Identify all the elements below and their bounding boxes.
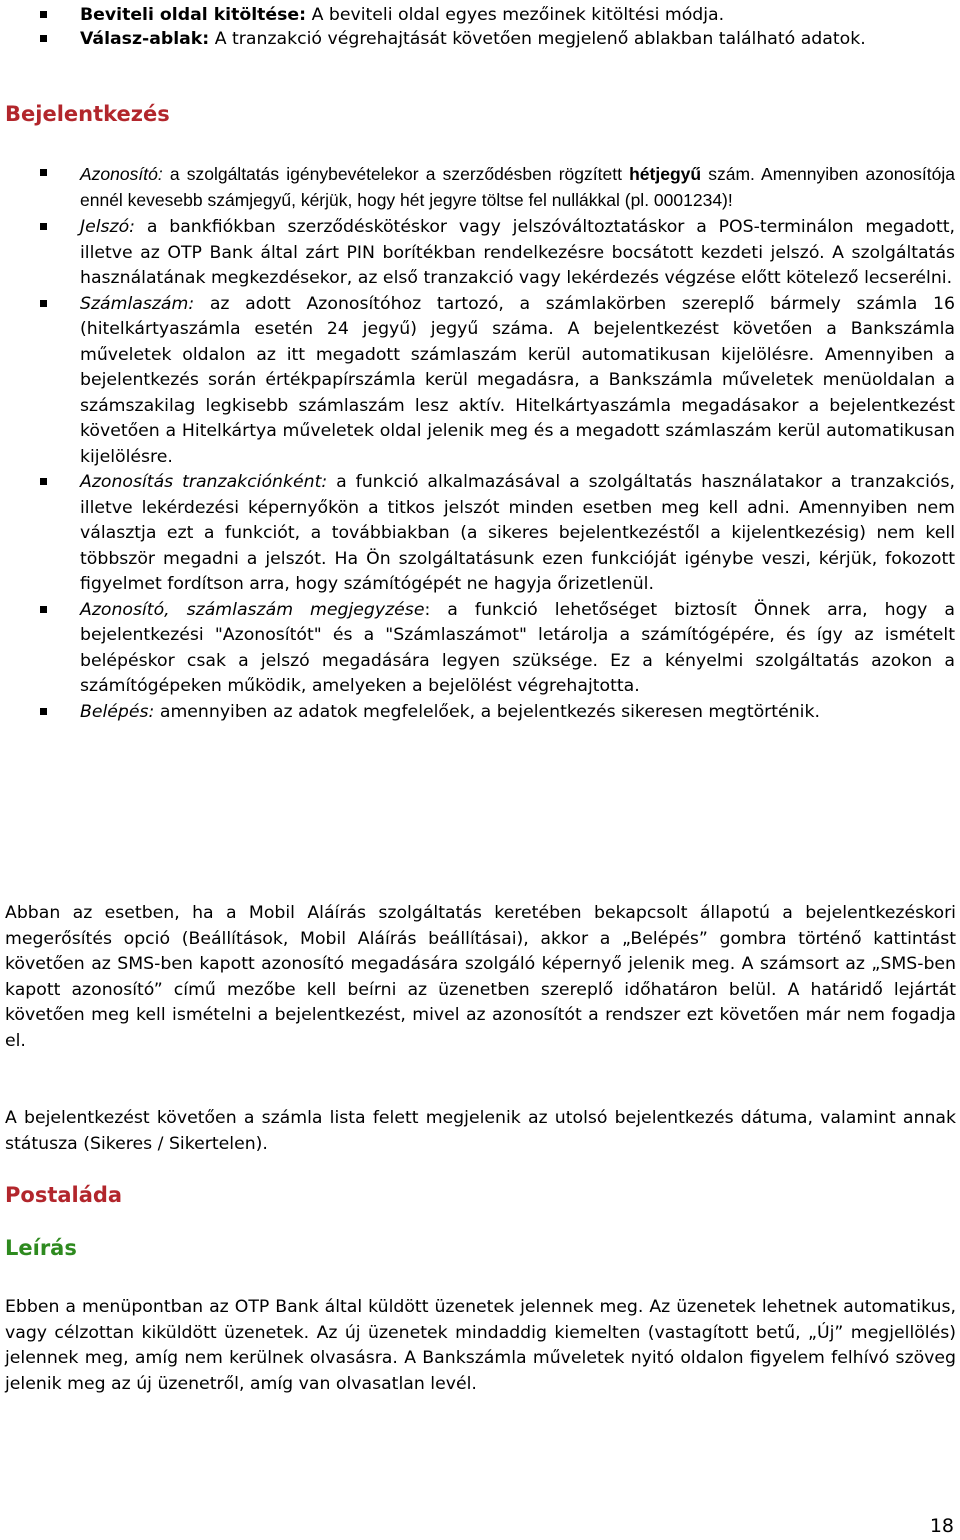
list-term: Belépés: [80,701,155,722]
square-bullet-icon [40,223,47,230]
heading-bejelentkezes: Bejelentkezés [5,102,170,126]
paragraph-bejelentkezes-statusz: A bejelentkezést követően a számla lista felett megjelenik az utolsó bejelentkezés dátuma, valamint annak státusza (Sikeres / Sikertelen). [5,1108,956,1154]
page-number: 18 [929,1515,954,1537]
list-item [0,292,960,471]
list-term: Azonosító, számlaszám megjegyzése [80,599,425,620]
heading-leiras: Leírás [5,1236,77,1260]
list-text: a funkció alkalmazásával a szolgáltatás használatakor a tranzakciós, illetve lekérdezési képernyőkön a titkos jelszót minden esetben meg kell adni. Amennyiben nem választja ezt a funkciót, a továbbiakban (a sikeres bejelentkezéstől a kijelentkezésig) nem kell többször megadni a jelszót. Ha Ön szolgáltatásunk ezen funkcióját igénybe veszi, kérjük, fokozott figyelmet fordítson arra, hogy számítógépét ne hagyja őrizetlenül. [80,472,955,594]
list-item [0,3,960,27]
square-bullet-icon [40,35,47,42]
square-bullet-icon [40,478,47,485]
top-bullet-list [0,3,960,51]
login-bullet-list [0,161,960,725]
list-text: : a funkció lehetőséget biztosít Önnek arra, hogy a bejelentkezési "Azonosítót" és a "Számlaszámot" letárolja a számítógépére, és így az ismételt belépéskor csak a jelszó megadására legyen szüksége. Ez a kényelmi szolgáltatás azokon a számítógépeken működik, amelyeken a bejelölést végrehajtotta. [80,599,955,696]
paragraph-postalada: Ebben a menüpontban az OTP Bank által küldött üzenetek jelennek meg. Az üzenetek lehetnek automatikus, vagy célzottan kiküldött üzenetek. Az új üzenetek mindaddig kiemelten (vastagított betű, „Új” megjellölés) jelennek meg, amíg nem kerülnek olvasásra. A Bankszámla műveletek nyitó oldalon figyelem felhívó szöveg jelenik meg az új üzenetről, amíg van olvasatlan levél. [5,1297,956,1394]
list-item [0,470,960,598]
list-term: Válasz-ablak: [80,29,210,49]
list-text: szám. Amennyiben azonosítója ennél kevesebb számjegyű, kérjük, hogy hét jegyre töltse fel nullákkal (pl. 0001234)! [80,164,955,210]
list-text: az adott Azonosítóhoz tartozó, a számlakörben szereplő bármely számla 16 (hitelkártyaszámla esetén 24 jegyű) jegyű száma. A bejelentkezést követően a Bankszámla műveletek oldalon az itt megadott számlaszám kerül automatikusan kijelölésre. Amennyiben a bejelentkezés során értékpapírszámla kerül megadásra, a Bankszámla műveletek menüoldalan a számszakilag legkisebb számlaszám lesz aktív. Hitelkártyaszámla megadásakor a bejelentkezést követően a Hitelkártya műveletek oldal jelenik meg és a megadott számlaszám kerül automatikusan kijelölésre. [80,293,955,467]
list-text: a bankfiókban szerződéskötéskor vagy jelszóváltoztatáskor a POS-terminálon megadott, illetve az OTP Bank által zárt PIN borítékban rendelkezésre bocsátott kezdeti jelszó. A szolgáltatás használatának megkezdésekor, az első tranzakció vagy lekérdezés végzése előtt kötelező lecserélni. [80,217,955,288]
list-text: A tranzakció végrehajtását követően megjelenő ablakban található adatok. [209,29,866,49]
list-term: Beviteli oldal kitöltése: [80,5,307,25]
list-text: amennyiben az adatok megfelelőek, a bejelentkezés sikeresen megtörténik. [154,701,820,722]
list-item [0,27,960,51]
list-text: a szolgáltatás igénybevételekor a szerződésben rögzített [162,164,630,184]
list-item [0,215,960,292]
list-term: Számlaszám: [80,293,195,314]
square-bullet-icon [40,606,47,613]
paragraph-mobil-alairas: Abban az esetben, ha a Mobil Aláírás szolgáltatás keretében bekapcsolt állapotú a bejelentkezéskori megerősítés opció (Beállítások, Mobil Aláírás beállításai), akkor a „Belépés” gombra történő kattintást követően az SMS-ben kapott azonosító megadására szolgáló képernyő jelenik meg. A számsort az „SMS-ben kapott azonosító” című mezőbe kell beírni az üzenetben szereplő időhatáron belül. A határidő lejártát követően meg kell ismételni a bejelentkezést, mivel az azonosítót a rendszer ezt követően már nem fogadja el. [5,903,956,1051]
list-term: Jelszó: [80,217,135,237]
list-text: A beviteli oldal egyes mezőinek kitöltési módja. [306,5,725,25]
list-term: Azonosító: [80,164,163,184]
list-bold-text: hétjegyű [629,164,702,184]
list-item [0,598,960,700]
list-item [0,700,960,726]
list-term: Azonosítás tranzakciónként: [80,472,328,492]
heading-postalada: Postaláda [5,1183,123,1207]
square-bullet-icon [40,300,47,307]
square-bullet-icon [40,169,47,176]
square-bullet-icon [40,11,47,18]
square-bullet-icon [40,708,47,715]
list-item [0,161,960,213]
